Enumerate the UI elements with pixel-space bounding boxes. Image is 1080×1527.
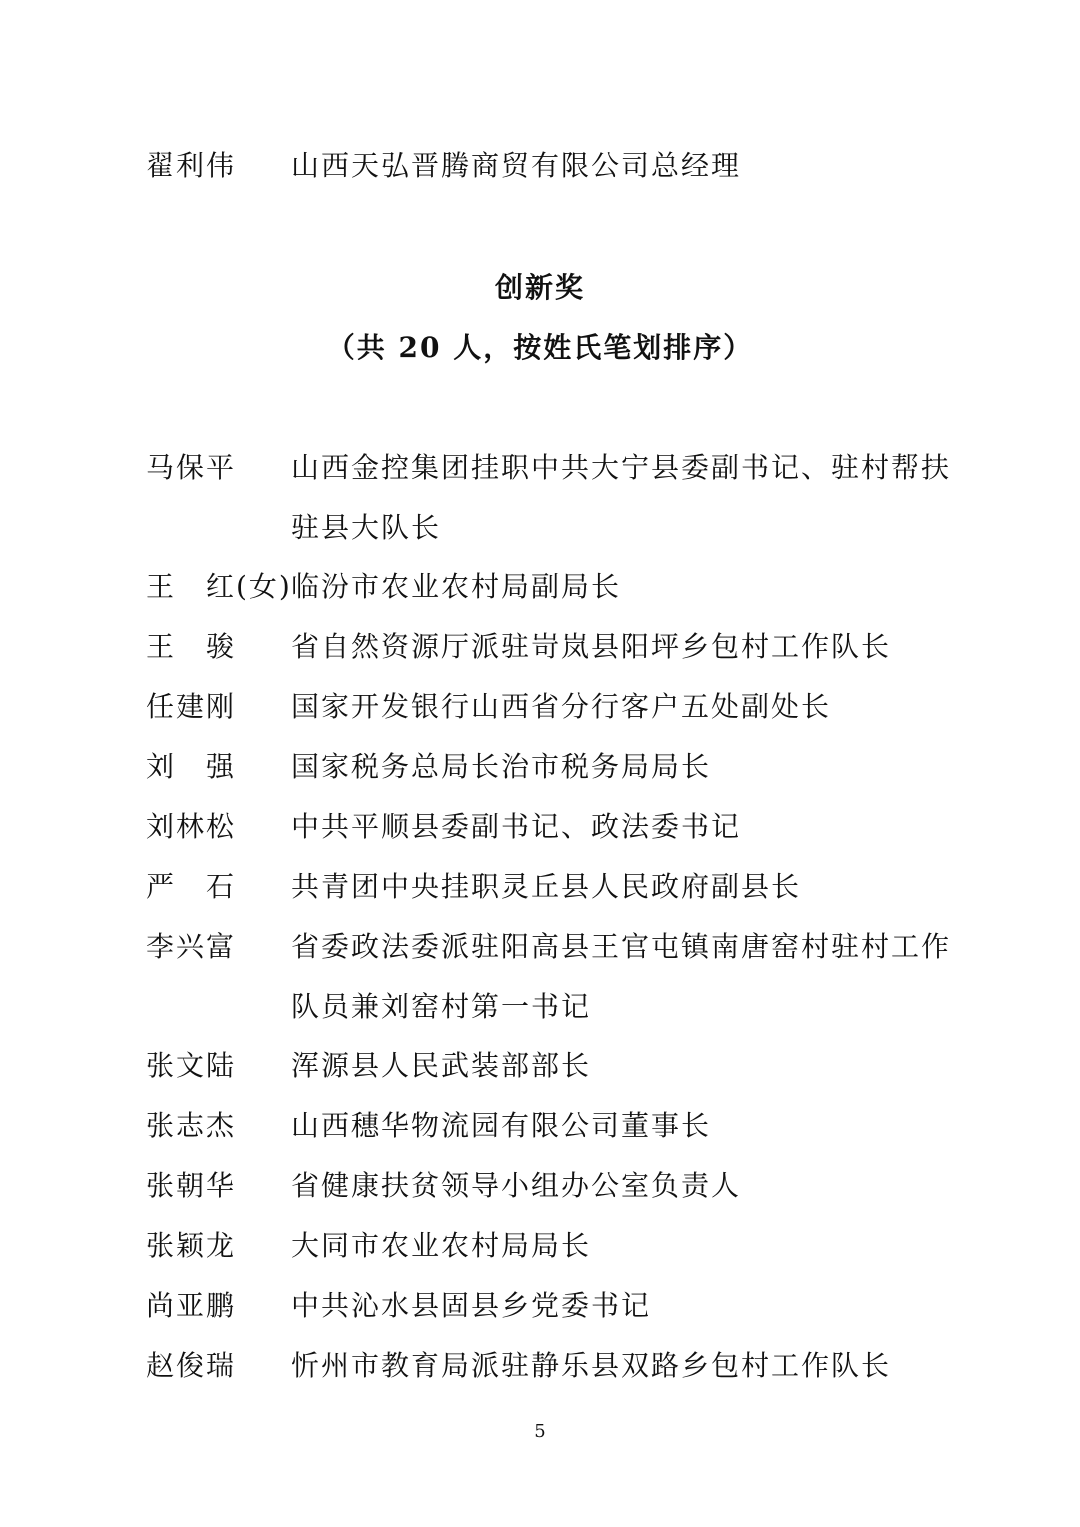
entry-title-continuation: 队员兼刘窑村第一书记 xyxy=(291,990,592,1023)
entry-title: 浑源县人民武装部部长 xyxy=(291,1049,592,1082)
page-number: 5 xyxy=(534,1421,546,1442)
entry-name: 张朝华 xyxy=(146,1169,237,1202)
entry-name: 刘林松 xyxy=(146,810,237,843)
entry-name: 李兴富 xyxy=(146,930,237,963)
entry-title: 山西穗华物流园有限公司董事长 xyxy=(291,1109,712,1142)
entry-title: 临汾市农业农村局副局长 xyxy=(291,570,622,603)
entry-title: 中共沁水县固县乡党委书记 xyxy=(291,1289,652,1322)
entry-title: 中共平顺县委副书记、政法委书记 xyxy=(291,810,742,843)
entry-name: 尚亚鹏 xyxy=(146,1289,237,1322)
previous-entry-title: 山西天弘晋腾商贸有限公司总经理 xyxy=(291,149,742,182)
entry-name: 任建刚 xyxy=(146,690,237,723)
entry-title: 国家开发银行山西省分行客户五处副处长 xyxy=(291,690,832,723)
section-heading: 创新奖 xyxy=(494,271,585,304)
entry-name: 王 骏 xyxy=(146,630,237,663)
previous-entry-name: 翟利伟 xyxy=(146,149,237,182)
entry-title: 忻州市教育局派驻静乐县双路乡包村工作队长 xyxy=(291,1349,892,1382)
entry-title: 省健康扶贫领导小组办公室负责人 xyxy=(291,1169,742,1202)
section-subheading: （共 20 人，按姓氏笔划排序） xyxy=(326,331,754,364)
entry-title: 山西金控集团挂职中共大宁县委副书记、驻村帮扶 xyxy=(291,451,952,484)
entry-title: 共青团中央挂职灵丘县人民政府副县长 xyxy=(291,870,802,903)
entry-name: 赵俊瑞 xyxy=(146,1349,237,1382)
entry-name: 严 石 xyxy=(146,870,237,903)
entry-title-continuation: 驻县大队长 xyxy=(291,511,442,544)
entry-name: 马保平 xyxy=(146,451,237,484)
entry-title: 国家税务总局长治市税务局局长 xyxy=(291,750,712,783)
entry-title: 大同市农业农村局局长 xyxy=(291,1229,592,1262)
entry-name: 王 红(女) xyxy=(146,570,292,603)
entry-name: 张志杰 xyxy=(146,1109,237,1142)
entry-title: 省自然资源厅派驻岢岚县阳坪乡包村工作队长 xyxy=(291,630,892,663)
entry-name: 张颖龙 xyxy=(146,1229,237,1262)
entry-name: 刘 强 xyxy=(146,750,237,783)
entry-title: 省委政法委派驻阳高县王官屯镇南唐窑村驻村工作 xyxy=(291,930,952,963)
entry-name: 张文陆 xyxy=(146,1049,237,1082)
